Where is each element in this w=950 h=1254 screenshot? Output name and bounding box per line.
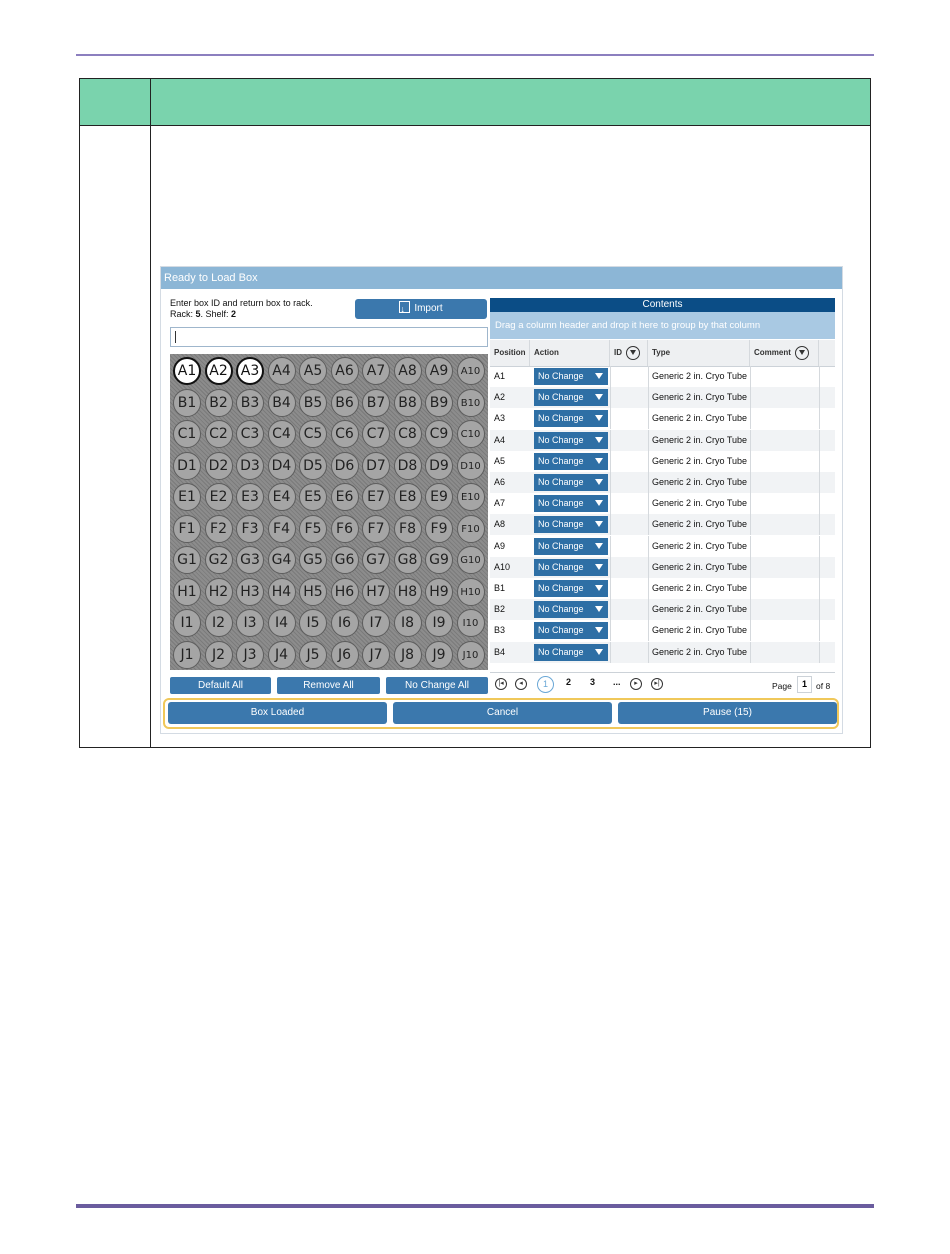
dropdown-arrow-icon <box>595 649 603 655</box>
dropdown-arrow-icon <box>595 564 603 570</box>
action-dropdown[interactable] <box>534 516 608 533</box>
cell-position: B3 <box>494 625 506 636</box>
document-table-column-divider <box>150 125 151 747</box>
cell-comment[interactable] <box>750 557 819 578</box>
cell-divider <box>819 578 820 599</box>
contents-panel <box>490 298 835 673</box>
cell-id <box>610 493 648 514</box>
cell-position: A2 <box>494 392 506 403</box>
well-f8[interactable]: F8 <box>394 515 422 543</box>
dropdown-arrow-icon <box>595 373 603 379</box>
contents-column-headers <box>490 340 835 367</box>
document-table-divider <box>80 125 870 126</box>
dropdown-arrow-icon <box>595 479 603 485</box>
well-e10[interactable]: E10 <box>457 483 485 511</box>
action-dropdown-value: No Change <box>538 477 584 487</box>
table-row[interactable] <box>490 493 835 514</box>
well-c6[interactable]: C6 <box>331 420 359 448</box>
well-d1[interactable]: D1 <box>173 452 201 480</box>
well-a4[interactable]: A4 <box>268 357 296 385</box>
action-dropdown[interactable] <box>534 622 608 639</box>
action-dropdown[interactable] <box>534 644 608 661</box>
dropdown-arrow-icon <box>595 606 603 612</box>
page-count: of 8 <box>816 681 831 691</box>
well-g3[interactable]: G3 <box>236 546 264 574</box>
well-h1[interactable]: H1 <box>173 578 201 606</box>
dropdown-arrow-icon <box>595 415 603 421</box>
cell-comment[interactable] <box>750 387 819 408</box>
action-dropdown-value: No Change <box>538 604 584 615</box>
cell-divider <box>819 408 820 429</box>
column-header-id-label: ID <box>614 348 622 357</box>
comment-filter-icon[interactable] <box>795 346 809 360</box>
well-i3[interactable]: I3 <box>236 609 264 637</box>
first-page-icon[interactable]: |◂ <box>495 678 507 690</box>
well-f1[interactable]: F1 <box>173 515 201 543</box>
cell-divider <box>819 642 820 663</box>
cell-position: A4 <box>494 434 506 445</box>
dropdown-arrow-icon <box>595 458 603 464</box>
well-i6[interactable]: I6 <box>331 609 359 637</box>
cell-position: B2 <box>494 604 506 615</box>
cell-divider <box>819 536 820 557</box>
well-c5[interactable]: C5 <box>299 420 327 448</box>
action-dropdown[interactable] <box>534 474 608 491</box>
well-i7[interactable]: I7 <box>362 609 390 637</box>
cell-divider <box>819 366 820 387</box>
load-box-dialog <box>160 266 843 734</box>
cell-type: Generic 2 in. Cryo Tube <box>652 434 748 445</box>
cell-type: Generic 2 in. Cryo Tube <box>652 498 748 509</box>
table-row[interactable] <box>490 387 835 408</box>
action-dropdown[interactable] <box>534 432 608 449</box>
well-e9[interactable]: E9 <box>425 483 453 511</box>
column-header-comment-label: Comment <box>754 348 791 357</box>
well-i8[interactable]: I8 <box>394 609 422 637</box>
shelf-label: . Shelf: <box>200 309 232 319</box>
well-d9[interactable]: D9 <box>425 452 453 480</box>
table-row[interactable] <box>490 451 835 472</box>
action-dropdown-value: No Change <box>538 646 584 657</box>
pager <box>490 672 835 697</box>
cell-position: A6 <box>494 477 506 487</box>
dropdown-arrow-icon <box>595 394 603 400</box>
action-dropdown[interactable] <box>534 601 608 618</box>
pause-button[interactable]: Pause (15) <box>618 702 837 724</box>
contents-title: Contents <box>490 298 835 312</box>
no-change-all-button[interactable]: No Change All <box>386 677 488 694</box>
well-h8[interactable]: H8 <box>394 578 422 606</box>
action-dropdown[interactable] <box>534 538 608 555</box>
well-e8[interactable]: E8 <box>394 483 422 511</box>
page-number-input[interactable]: 1 <box>797 676 812 693</box>
well-j5[interactable]: J5 <box>299 641 327 669</box>
table-row[interactable] <box>490 599 835 620</box>
cell-position: B4 <box>494 646 506 657</box>
text-caret <box>175 331 176 343</box>
well-f10[interactable]: F10 <box>457 515 485 543</box>
cell-id <box>610 451 648 472</box>
action-dropdown[interactable] <box>534 495 608 512</box>
well-j3[interactable]: J3 <box>236 641 264 669</box>
cell-position: A10 <box>494 561 511 572</box>
instructions <box>170 298 313 320</box>
document-table-header <box>80 79 870 125</box>
more-pages-link[interactable]: ... <box>613 677 621 687</box>
cell-comment[interactable] <box>750 620 819 641</box>
previous-page-icon[interactable]: ◂ <box>515 678 527 690</box>
action-dropdown[interactable] <box>534 410 608 427</box>
action-dropdown-value: No Change <box>538 434 584 445</box>
well-g4[interactable]: G4 <box>268 546 296 574</box>
table-row[interactable] <box>490 408 835 429</box>
dropdown-arrow-icon <box>595 500 603 506</box>
well-j6[interactable]: J6 <box>331 641 359 669</box>
group-by-drop-area[interactable]: Drag a column header and drop it here to group by that column <box>490 312 835 339</box>
well-h7[interactable]: H7 <box>362 578 390 606</box>
action-dropdown-value: No Change <box>538 583 584 593</box>
well-a3[interactable]: A3 <box>236 357 264 385</box>
cell-type: Generic 2 in. Cryo Tube <box>652 604 748 615</box>
cell-comment[interactable] <box>750 536 819 557</box>
box-id-input[interactable] <box>170 327 488 347</box>
well-d2[interactable]: D2 <box>205 452 233 480</box>
instruction-text: Enter box ID and return box to rack. <box>170 298 313 308</box>
well-b1[interactable]: B1 <box>173 389 201 417</box>
table-row[interactable] <box>490 578 835 599</box>
well-c1[interactable]: C1 <box>173 420 201 448</box>
table-row[interactable] <box>490 430 835 451</box>
table-row[interactable] <box>490 642 835 663</box>
cell-type: Generic 2 in. Cryo Tube <box>652 625 748 636</box>
bottom-rule <box>76 1204 874 1208</box>
well-a8[interactable]: A8 <box>394 357 422 385</box>
cell-id <box>610 366 648 387</box>
well-g9[interactable]: G9 <box>425 546 453 574</box>
well-e5[interactable]: E5 <box>299 483 327 511</box>
cell-divider <box>819 620 820 641</box>
well-a10[interactable]: A10 <box>457 357 485 385</box>
well-f9[interactable]: F9 <box>425 515 453 543</box>
table-row[interactable] <box>490 536 835 557</box>
cell-divider <box>819 557 820 578</box>
well-f7[interactable]: F7 <box>362 515 390 543</box>
dropdown-arrow-icon <box>595 521 603 527</box>
rack-value: 5 <box>195 309 201 319</box>
action-dropdown-value: No Change <box>538 413 584 424</box>
well-b4[interactable]: B4 <box>268 389 296 417</box>
well-h10[interactable]: H10 <box>457 578 485 606</box>
well-e4[interactable]: E4 <box>268 483 296 511</box>
well-j9[interactable]: J9 <box>425 641 453 669</box>
cell-type: Generic 2 in. Cryo Tube <box>652 646 748 657</box>
action-dropdown-value: No Change <box>538 498 584 509</box>
well-c4[interactable]: C4 <box>268 420 296 448</box>
well-d3[interactable]: D3 <box>236 452 264 480</box>
box-well-grid <box>170 354 488 670</box>
cell-type: Generic 2 in. Cryo Tube <box>652 477 748 487</box>
column-header-position[interactable]: Position <box>490 340 530 366</box>
well-h3[interactable]: H3 <box>236 578 264 606</box>
well-d8[interactable]: D8 <box>394 452 422 480</box>
cell-position: A7 <box>494 498 506 509</box>
column-header-comment[interactable] <box>750 340 819 366</box>
action-dropdown-value: No Change <box>538 519 584 530</box>
cell-comment[interactable] <box>750 366 819 387</box>
cell-id <box>610 408 648 429</box>
import-label: Import <box>414 303 443 314</box>
import-button[interactable] <box>355 299 487 319</box>
well-e6[interactable]: E6 <box>331 483 359 511</box>
well-d7[interactable]: D7 <box>362 452 390 480</box>
well-i1[interactable]: I1 <box>173 609 201 637</box>
remove-all-button[interactable]: Remove All <box>277 677 380 694</box>
well-d6[interactable]: D6 <box>331 452 359 480</box>
well-e3[interactable]: E3 <box>236 483 264 511</box>
cell-id <box>610 620 648 641</box>
cell-id <box>610 536 648 557</box>
well-c10[interactable]: C10 <box>457 420 485 448</box>
page-3-link[interactable]: 3 <box>590 677 596 687</box>
well-j7[interactable]: J7 <box>362 641 390 669</box>
well-d5[interactable]: D5 <box>299 452 327 480</box>
well-d4[interactable]: D4 <box>268 452 296 480</box>
action-dropdown[interactable] <box>534 453 608 470</box>
action-dropdown[interactable] <box>534 559 608 576</box>
current-page[interactable]: 1 <box>537 676 554 693</box>
dropdown-arrow-icon <box>595 585 603 591</box>
well-b7[interactable]: B7 <box>362 389 390 417</box>
cell-divider <box>819 493 820 514</box>
cell-comment[interactable] <box>750 642 819 663</box>
cell-position: A5 <box>494 455 506 466</box>
well-h4[interactable]: H4 <box>268 578 296 606</box>
well-b2[interactable]: B2 <box>205 389 233 417</box>
column-header-type[interactable]: Type <box>648 340 750 366</box>
cell-id <box>610 430 648 451</box>
well-c8[interactable]: C8 <box>394 420 422 448</box>
top-rule <box>76 54 874 56</box>
well-i2[interactable]: I2 <box>205 609 233 637</box>
well-h2[interactable]: H2 <box>205 578 233 606</box>
table-row[interactable] <box>490 472 835 493</box>
shelf-value: 2 <box>231 309 237 319</box>
cell-type: Generic 2 in. Cryo Tube <box>652 583 748 593</box>
action-dropdown-value: No Change <box>538 371 584 381</box>
well-a5[interactable]: A5 <box>299 357 327 385</box>
table-row[interactable] <box>490 557 835 578</box>
well-g6[interactable]: G6 <box>331 546 359 574</box>
well-f4[interactable]: F4 <box>268 515 296 543</box>
well-c7[interactable]: C7 <box>362 420 390 448</box>
id-filter-icon[interactable] <box>626 346 640 360</box>
well-b8[interactable]: B8 <box>394 389 422 417</box>
column-header-id[interactable] <box>610 340 648 366</box>
well-b9[interactable]: B9 <box>425 389 453 417</box>
last-page-icon[interactable]: ▸| <box>651 678 663 690</box>
well-j8[interactable]: J8 <box>394 641 422 669</box>
well-a9[interactable]: A9 <box>425 357 453 385</box>
table-row[interactable] <box>490 620 835 641</box>
well-b10[interactable]: B10 <box>457 389 485 417</box>
well-a6[interactable]: A6 <box>331 357 359 385</box>
cell-id <box>610 472 648 493</box>
action-dropdown-value: No Change <box>538 625 584 636</box>
well-h5[interactable]: H5 <box>299 578 327 606</box>
cell-type: Generic 2 in. Cryo Tube <box>652 561 748 572</box>
well-g10[interactable]: G10 <box>457 546 485 574</box>
well-e7[interactable]: E7 <box>362 483 390 511</box>
cell-id <box>610 578 648 599</box>
action-dropdown-value: No Change <box>538 392 584 403</box>
well-g1[interactable]: G1 <box>173 546 201 574</box>
well-h6[interactable]: H6 <box>331 578 359 606</box>
well-c9[interactable]: C9 <box>425 420 453 448</box>
well-b6[interactable]: B6 <box>331 389 359 417</box>
cell-id <box>610 642 648 663</box>
cell-type: Generic 2 in. Cryo Tube <box>652 455 748 466</box>
well-f3[interactable]: F3 <box>236 515 264 543</box>
cell-type: Generic 2 in. Cryo Tube <box>652 392 748 403</box>
box-loaded-button[interactable]: Box Loaded <box>168 702 387 724</box>
well-i5[interactable]: I5 <box>299 609 327 637</box>
cell-id <box>610 514 648 535</box>
cell-comment[interactable] <box>750 578 819 599</box>
well-a7[interactable]: A7 <box>362 357 390 385</box>
well-e2[interactable]: E2 <box>205 483 233 511</box>
cell-divider <box>819 599 820 620</box>
cell-comment[interactable] <box>750 493 819 514</box>
table-row[interactable] <box>490 514 835 535</box>
dialog-title: Ready to Load Box <box>161 267 842 289</box>
import-icon <box>399 301 410 313</box>
dropdown-arrow-icon <box>595 627 603 633</box>
cell-type: Generic 2 in. Cryo Tube <box>652 371 748 381</box>
well-g7[interactable]: G7 <box>362 546 390 574</box>
well-i9[interactable]: I9 <box>425 609 453 637</box>
well-f6[interactable]: F6 <box>331 515 359 543</box>
well-g5[interactable]: G5 <box>299 546 327 574</box>
well-b5[interactable]: B5 <box>299 389 327 417</box>
default-all-button[interactable]: Default All <box>170 677 271 694</box>
well-i4[interactable]: I4 <box>268 609 296 637</box>
cell-divider <box>819 514 820 535</box>
cell-divider <box>819 451 820 472</box>
well-j1[interactable]: J1 <box>173 641 201 669</box>
cell-id <box>610 387 648 408</box>
cell-position: A3 <box>494 413 506 424</box>
cell-divider <box>819 430 820 451</box>
well-c2[interactable]: C2 <box>205 420 233 448</box>
well-h9[interactable]: H9 <box>425 578 453 606</box>
cell-type: Generic 2 in. Cryo Tube <box>652 413 748 424</box>
document-table-header-step-cell <box>80 79 151 125</box>
action-dropdown[interactable] <box>534 368 608 385</box>
cell-comment[interactable] <box>750 514 819 535</box>
well-f2[interactable]: F2 <box>205 515 233 543</box>
rack-label: Rack: <box>170 309 196 319</box>
action-dropdown-value: No Change <box>538 540 584 551</box>
well-j2[interactable]: J2 <box>205 641 233 669</box>
action-dropdown[interactable] <box>534 580 608 597</box>
page-label: Page <box>772 681 792 691</box>
next-page-icon[interactable]: ▸ <box>630 678 642 690</box>
table-row[interactable] <box>490 366 835 387</box>
cell-id <box>610 599 648 620</box>
action-dropdown-value: No Change <box>538 455 584 466</box>
cell-comment[interactable] <box>750 430 819 451</box>
well-j10[interactable]: J10 <box>457 641 485 669</box>
well-e1[interactable]: E1 <box>173 483 201 511</box>
cell-position: A1 <box>494 371 506 381</box>
cell-position: A8 <box>494 519 506 530</box>
action-dropdown[interactable] <box>534 389 608 406</box>
column-header-action[interactable]: Action <box>530 340 610 366</box>
cell-comment[interactable] <box>750 599 819 620</box>
well-f5[interactable]: F5 <box>299 515 327 543</box>
well-c3[interactable]: C3 <box>236 420 264 448</box>
well-j4[interactable]: J4 <box>268 641 296 669</box>
well-b3[interactable]: B3 <box>236 389 264 417</box>
cell-comment[interactable] <box>750 472 819 493</box>
cell-comment[interactable] <box>750 451 819 472</box>
cell-type: Generic 2 in. Cryo Tube <box>652 540 748 551</box>
cell-divider <box>819 472 820 493</box>
cell-position: A9 <box>494 540 506 551</box>
well-i10[interactable]: I10 <box>457 609 485 637</box>
cell-comment[interactable] <box>750 408 819 429</box>
rack-shelf-info <box>170 309 313 320</box>
well-a2[interactable]: A2 <box>205 357 233 385</box>
page-2-link[interactable]: 2 <box>566 677 572 687</box>
dropdown-arrow-icon <box>595 543 603 549</box>
cell-position: B1 <box>494 583 506 593</box>
action-dropdown-value: No Change <box>538 561 584 572</box>
cancel-button[interactable]: Cancel <box>393 702 612 724</box>
cell-type: Generic 2 in. Cryo Tube <box>652 519 748 530</box>
cell-id <box>610 557 648 578</box>
well-a1[interactable]: A1 <box>173 357 201 385</box>
well-g8[interactable]: G8 <box>394 546 422 574</box>
cell-divider <box>819 387 820 408</box>
well-g2[interactable]: G2 <box>205 546 233 574</box>
dropdown-arrow-icon <box>595 437 603 443</box>
well-d10[interactable]: D10 <box>457 452 485 480</box>
